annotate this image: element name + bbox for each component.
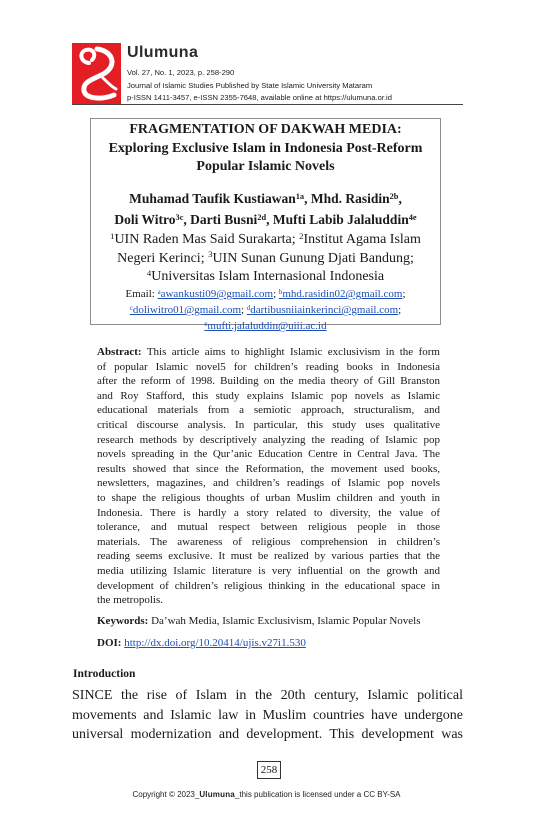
journal-name: Ulumuna <box>127 44 199 61</box>
email-line <box>91 319 440 335</box>
author-affiliation-sup: 2b <box>389 191 399 201</box>
affiliation-line <box>91 250 440 269</box>
page-number: 258 <box>257 761 281 779</box>
email-address: mhd.rasidin02@gmail.com <box>282 288 403 301</box>
abstract-line: newsletters, magazines, and children’s readings of Islamic pop novels <box>97 477 440 490</box>
email-sup: e <box>204 320 208 328</box>
affiliation-line <box>91 268 440 287</box>
author-affiliation-sup: 1a <box>295 191 305 201</box>
keywords-label: Keywords: <box>97 615 149 627</box>
email-line <box>91 287 440 303</box>
abstract-line: reading seems exclusive. It must be realized by various parties that the <box>97 550 440 563</box>
article-title-line: FRAGMENTATION OF DAKWAH MEDIA: <box>129 122 402 137</box>
title-author-box <box>90 118 441 333</box>
doi-link[interactable]: http://dx.doi.org/10.20414/ujis.v27i1.530 <box>124 637 306 649</box>
article-subtitle-line: Popular Islamic Novels <box>196 159 335 174</box>
abstract-line: Indonesia. There is hardly a story related to diversity, the value of <box>97 506 440 519</box>
abstract-line: to shape the religious thoughts of urban Muslim children and youth in <box>97 491 440 504</box>
email-separator: ; <box>402 288 406 301</box>
abstract-line: results showed that since the Reformation, the movement used books, <box>97 462 440 475</box>
abstract-line: media utilizing Islamic literature is very influential on the growth and <box>97 564 440 577</box>
author-separator: , <box>183 212 191 227</box>
author-name: Mhd. Rasidin <box>310 191 390 206</box>
email-address: doliwitro01@gmail.com <box>132 304 242 317</box>
abstract-line: tolerance, and mutual respect between religious people in those <box>97 521 440 534</box>
abstract-line: after the reform of 1998. Building on the media theory of Gill Branston <box>97 375 440 388</box>
email-separator: ; <box>273 288 279 301</box>
abstract-line: educational materials from a semiotic approach, structuralism, and <box>97 404 440 417</box>
abstract-line: materials. The awareness of religious comprehension in children’s <box>97 535 440 548</box>
abstract-text: This article aims to highlight Islamic exclusivism in the form <box>146 346 440 358</box>
affiliation-list <box>91 231 440 287</box>
email-sup: b <box>278 288 283 296</box>
article-title <box>91 121 440 177</box>
author-name: Darti Busni <box>190 212 258 227</box>
author-separator: , <box>266 212 273 227</box>
affiliation-sup: 2 <box>299 230 304 241</box>
abstract-line: research methods by descriptively analyzing the reading of Islamic pop <box>97 433 440 446</box>
email-link[interactable] <box>158 288 274 300</box>
author-name: Doli Witro <box>114 212 176 227</box>
copyright-prefix: Copyright © 2023_ <box>132 790 200 799</box>
email-address: mufti.jalaluddin@uiii.ac.id <box>207 320 327 333</box>
doi-line <box>97 636 440 650</box>
abstract-line: of popular Islamic novel5 for children’s reading books in Indonesia <box>97 360 440 373</box>
email-link[interactable] <box>204 320 326 332</box>
affiliation-text: Institut Agama Islam <box>303 232 421 247</box>
logo-mark <box>72 43 121 104</box>
email-separator: ; <box>241 304 247 317</box>
abstract-section <box>97 345 440 608</box>
email-address: awankusti09@gmail.com <box>160 288 274 301</box>
keywords-text: Da’wah Media, Islamic Exclusivism, Islamic Popular Novels <box>151 615 421 627</box>
author-name: Muhamad Taufik Kustiawan <box>129 191 296 206</box>
author-list <box>91 189 440 231</box>
footer-brand: Ulumuna <box>199 790 235 799</box>
author-affiliation-sup: 4e <box>408 212 417 222</box>
paragraph-line: universal modernization and development. This development was <box>72 727 463 742</box>
paragraph-line: SINCE the rise of Islam in the 20th century, Islamic political <box>72 688 463 703</box>
section-heading-introduction: Introduction <box>73 668 136 680</box>
ulumuna-logo-icon <box>72 43 121 104</box>
journal-volume-line: Vol. 27, No. 1, 2023, p. 258-290 <box>127 68 235 77</box>
affiliation-sup: 4 <box>146 268 152 279</box>
doi-label: DOI: <box>97 637 122 649</box>
affiliation-text: Universitas Islam Internasional Indonesia <box>151 269 385 285</box>
email-link[interactable] <box>130 304 241 316</box>
abstract-line <box>97 345 440 360</box>
author-separator: , <box>304 191 311 206</box>
email-label: Email: <box>125 288 155 301</box>
affiliation-sup: 1 <box>110 230 115 241</box>
keywords-line <box>97 614 440 628</box>
affiliation-sup: 3 <box>208 249 213 260</box>
abstract-line: development of children’s religious thinking in the educational space in <box>97 579 440 592</box>
abstract-line: the metropolis. <box>97 594 163 607</box>
journal-issn-line: p-ISSN 1411-3457, e-ISSN 2355-7648, available online at https://ulumuna.or.id <box>127 93 392 102</box>
abstract-label: Abstract: <box>97 346 142 358</box>
header-divider <box>72 104 463 105</box>
affiliation-line <box>91 231 440 250</box>
abstract-line: and Roy Stafford, this study explains Islamic pop novels as Islamic <box>97 389 440 402</box>
email-sup: c <box>129 304 133 312</box>
article-subtitle-line: Exploring Exclusive Islam in Indonesia Post-Reform <box>108 140 423 156</box>
author-affiliation-sup: 3c <box>175 212 184 222</box>
author-line <box>91 189 440 210</box>
email-sup: d <box>246 304 251 312</box>
journal-publisher-line: Journal of Islamic Studies Published by State Islamic University Mataram <box>127 81 373 90</box>
author-separator: , <box>398 191 402 206</box>
email-list <box>91 287 440 335</box>
affiliation-text: Negeri Kerinci; <box>117 250 209 266</box>
copyright-footer <box>0 790 533 800</box>
affiliation-text: UIN Raden Mas Said Surakarta; <box>114 232 300 247</box>
affiliation-text: UIN Sunan Gunung Djati Bandung; <box>212 250 414 266</box>
copyright-suffix: _this publication is licensed under a CC BY-SA <box>234 790 401 799</box>
email-address: dartibusniiainkerinci@gmail.com <box>250 304 399 317</box>
abstract-line: critical discourse analysis. In particular, this study uses qualitative <box>97 418 440 431</box>
email-sup: a <box>157 288 161 296</box>
email-separator: ; <box>398 304 402 317</box>
abstract-line: novels spreading in the Qur’anic Education Centre in Central Java. The <box>97 448 440 461</box>
email-link[interactable] <box>278 288 406 301</box>
author-name: Mufti Labib Jalaluddin <box>272 212 409 227</box>
introduction-paragraph <box>72 686 463 745</box>
email-line <box>91 303 440 319</box>
author-line <box>91 210 440 231</box>
email-link[interactable] <box>247 304 398 316</box>
paragraph-line: movements and Islamic law in Muslim countries have undergone <box>72 707 463 723</box>
author-affiliation-sup: 2d <box>257 212 267 222</box>
